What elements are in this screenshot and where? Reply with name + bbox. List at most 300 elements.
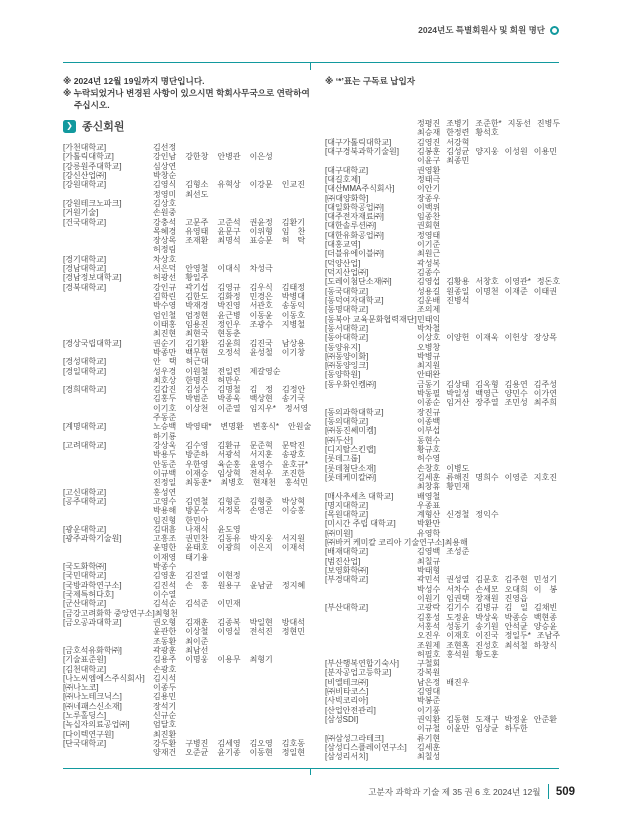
member-name: 윤관한 (153, 627, 177, 637)
member-row (325, 203, 575, 212)
member-name: 문탁진 (281, 441, 305, 450)
member-row (325, 575, 575, 584)
member-names (417, 696, 440, 705)
member-name: 조민성 (504, 398, 528, 408)
member-name: 송기원 (475, 621, 499, 631)
member-name: 이상호 (417, 333, 441, 343)
member-names (417, 426, 440, 435)
member-name: 진정일 (153, 478, 177, 488)
member-name: 손 홍 (185, 580, 209, 590)
member-name: 전일련 (217, 366, 241, 376)
member-name: 이부섭 (417, 426, 441, 436)
member-names (153, 264, 273, 273)
member-name: 최칠성 (417, 752, 441, 762)
member-row (63, 655, 315, 664)
member-row (325, 184, 575, 193)
org-label: [대구경북과학기술원] (325, 146, 399, 156)
member-row (325, 119, 575, 128)
org-label: [김천대학교] (63, 664, 107, 674)
member-name: 김영규 (217, 282, 241, 292)
org-label: [㈜네패스신소재] (63, 701, 122, 711)
member-name: 원종일 (446, 286, 470, 296)
member-name: 최승재 (417, 128, 441, 138)
member-names (153, 404, 308, 413)
member-name: 이윤만 (446, 724, 470, 734)
member-name: 안태완 (417, 370, 441, 380)
member-name: 배진우 (446, 677, 470, 687)
org-label: [㈜미원] (325, 528, 353, 538)
member-names (153, 292, 305, 301)
member-name: 권오형 (153, 617, 177, 627)
member-name: 강한창 (185, 152, 209, 162)
member-names (153, 180, 305, 189)
member-name: 권윤정 (249, 217, 273, 227)
member-names (417, 752, 440, 761)
member-names (153, 218, 305, 227)
member-name: 김홍성 (417, 612, 441, 622)
org-label: [롯데첨단소재] (325, 463, 376, 473)
member-name: 김갑진 (153, 385, 177, 395)
member-row (63, 730, 315, 739)
member-row (63, 525, 315, 534)
member-name: 허근대 (185, 357, 209, 367)
org-label: [㈜동양이화] (325, 351, 369, 361)
member-name: 이재호 (446, 631, 470, 641)
member-name: 조성준 (446, 547, 470, 557)
member-row (325, 221, 575, 230)
member-name: 이기준 (417, 240, 441, 250)
member-name: 오정석 (217, 347, 241, 357)
member-name: 박환만 (417, 519, 441, 529)
member-names (417, 557, 440, 566)
member-name: 김선정 (153, 143, 177, 152)
member-row (63, 208, 315, 217)
org-label: [범진산업] (325, 556, 361, 566)
member-name: 박상욱 (475, 612, 499, 622)
org-label: [대홍교역] (325, 240, 361, 250)
member-names (417, 352, 440, 361)
org-label: [대한유화공업㈜] (325, 230, 384, 240)
member-names (417, 343, 440, 352)
member-name: 안병관 (217, 152, 241, 162)
member-name: 이기호 (153, 403, 177, 413)
member-name: 이태권 (533, 286, 557, 296)
member-name: 박재경 (185, 301, 209, 311)
member-name: 손원중 (153, 208, 177, 218)
member-names (417, 613, 557, 622)
member-name: 김옥형 (475, 379, 499, 389)
member-name: 현동춘 (217, 329, 241, 339)
member-name: 최종민 (446, 156, 470, 166)
member-name: 차성극 (249, 264, 273, 274)
member-name: 류해진 (446, 472, 470, 482)
org-label: [경북대학교] (63, 282, 107, 292)
member-names (153, 199, 176, 208)
member-name: 이상천 (185, 403, 209, 413)
org-label: [경일대학교] (63, 366, 107, 376)
member-name: 안영철 (185, 264, 209, 274)
org-label: [국제특허다호] (63, 590, 114, 599)
member-row (63, 339, 315, 348)
member-name: 양재건 (153, 748, 177, 758)
org-label: [동양학원] (325, 370, 361, 380)
section-header (63, 118, 125, 134)
member-name: 성용길 (417, 286, 441, 296)
member-name: 임권택 (446, 593, 470, 603)
member-row (63, 292, 315, 301)
member-name: 이태홍 (153, 319, 177, 329)
member-name: 박범준 (185, 394, 209, 404)
org-label: [경기대학교] (63, 254, 107, 264)
member-name: 이준열 (217, 403, 241, 413)
member-name: 임용진 (185, 319, 209, 329)
member-names (417, 668, 440, 677)
org-label: [군산대학교] (63, 599, 107, 609)
org-label: [강신산업㈜] (63, 170, 107, 180)
member-name: 허정림 (153, 245, 177, 255)
member-name: 이은지 (249, 543, 273, 553)
member-name: 김용연 (504, 379, 528, 389)
member-name: 배영철 (417, 491, 441, 501)
member-name: 제갈영순 (249, 366, 281, 376)
member-name: 장상목 (153, 236, 177, 246)
member-names (153, 367, 280, 376)
member-row (63, 488, 315, 497)
member-row (63, 348, 315, 357)
member-name: 이원철 (185, 366, 209, 376)
member-row (325, 268, 575, 277)
org-label: [배재대학교] (325, 547, 369, 557)
member-row (63, 562, 315, 571)
org-label: [분자공업고등학교] (325, 668, 392, 678)
member-name: 강상욱 (153, 441, 177, 450)
member-name: 황석호 (475, 128, 499, 138)
member-name: 김 일 (504, 603, 529, 613)
member-row (63, 516, 315, 525)
member-name: 육순홍 (217, 459, 241, 469)
member-name: 김진열 (185, 571, 209, 581)
member-name: 윤호규* (281, 459, 309, 469)
member-name: 최석철 (504, 640, 528, 650)
member-name: 최칠규 (417, 556, 441, 566)
member-name: 이영실 (217, 627, 241, 637)
member-name: 박일성 (446, 389, 470, 399)
member-names (417, 547, 469, 556)
member-name: 김형소 (185, 180, 209, 190)
member-names (153, 739, 305, 748)
member-name: 최진환 (153, 729, 177, 739)
member-name: 진병두 (536, 119, 561, 128)
member-name: 고흥조 (153, 534, 177, 544)
member-name: 김학린 (153, 292, 177, 301)
member-name: 강인규 (153, 282, 177, 292)
member-names (153, 422, 311, 431)
member-name: 김운배 (417, 295, 441, 305)
member-row (63, 478, 315, 487)
org-label: [국도화학㈜] (63, 562, 107, 572)
member-name: 김형중 (249, 496, 273, 506)
member-row (325, 519, 575, 528)
member-row (325, 687, 575, 696)
member-name: 조재환 (185, 236, 209, 246)
member-names (417, 156, 469, 165)
member-row (325, 128, 575, 137)
member-name: 서차수 (446, 584, 470, 594)
member-name: 서홍석 (417, 621, 441, 631)
member-row (325, 724, 575, 733)
member-row (325, 240, 575, 249)
chevron-right-icon: ❯ (63, 120, 76, 133)
member-row (325, 482, 575, 491)
member-name: 김기수 (446, 603, 470, 613)
member-name: 장상목 (533, 333, 557, 343)
member-name: 금동기 (417, 379, 441, 389)
org-label: [경남대학교] (63, 264, 107, 274)
member-name: 전석진 (249, 627, 273, 637)
member-name: 황도훈 (475, 649, 499, 659)
member-row (325, 752, 575, 761)
member-name: 원용구 (217, 580, 241, 590)
member-name: 권영환 (417, 165, 441, 175)
member-name: 백무현 (185, 347, 209, 357)
member-name: 김성수 (185, 385, 209, 395)
member-name: 최명석 (217, 236, 241, 246)
member-row (325, 464, 575, 473)
member-names (153, 478, 308, 487)
member-name: 인교진 (281, 180, 305, 190)
member-names (153, 711, 176, 720)
member-row (63, 637, 315, 646)
org-label: [가천대학교] (63, 143, 107, 152)
member-names (153, 208, 176, 217)
member-name: 남은정 (417, 677, 441, 687)
member-name: 이용무 (217, 655, 241, 665)
org-label: [롯데그룹] (325, 454, 361, 464)
org-label: [금호석유화학㈜] (63, 645, 122, 655)
member-name: 김우식 (249, 282, 273, 292)
member-name: 엄인철 (153, 310, 177, 320)
member-name: 임진형 (153, 515, 177, 525)
member-names (417, 687, 440, 696)
member-name: 서창호 (475, 277, 499, 287)
member-name: 정태극 (417, 174, 441, 184)
org-label: [명지대학교] (325, 500, 369, 510)
member-row (325, 529, 575, 538)
member-name: 김용주 (153, 655, 177, 665)
member-name: 곽기섭 (185, 282, 209, 292)
member-row (325, 585, 575, 594)
member-name: 김화정 (217, 292, 241, 301)
member-row (63, 432, 315, 441)
member-name: 이광희 (217, 543, 241, 553)
member-names (417, 315, 440, 324)
member-name: 신규순 (153, 711, 177, 721)
member-row (325, 538, 575, 547)
member-name: 박일현 (249, 617, 273, 627)
member-name: 정지혜 (282, 580, 306, 590)
member-row (325, 249, 575, 258)
member-name: 동현수 (417, 435, 441, 445)
org-label: [비엘테크㈜] (325, 677, 369, 687)
member-name: 이윤구 (417, 156, 441, 166)
section-title: 종신회원 (82, 121, 125, 133)
member-names (417, 296, 469, 305)
member-name: 김주현 (504, 575, 528, 585)
member-name: 이규백 (153, 468, 177, 478)
member-name: 김연철 (185, 496, 209, 506)
member-name: 한명진 (185, 375, 209, 385)
member-name: 김영섭 (417, 277, 441, 287)
member-names (153, 394, 305, 403)
running-head-title: 2024년도 특별회원사 및 회원 명단 (418, 25, 545, 35)
member-row (325, 352, 575, 361)
member-row (325, 343, 575, 352)
org-label: [동아대학교] (325, 333, 369, 343)
member-name: 진병석 (446, 295, 470, 305)
member-row (63, 152, 315, 161)
member-names (153, 488, 176, 497)
member-name: 최형천 (154, 608, 178, 618)
org-label: [보영화학㈜] (325, 566, 369, 575)
member-row (325, 175, 575, 184)
member-row (325, 641, 575, 650)
member-names (417, 529, 440, 538)
member-name: 김기환 (185, 338, 209, 348)
member-name: 김환기 (281, 217, 305, 227)
member-name: 안원술 (288, 422, 312, 432)
member-name: 권순기 (153, 338, 177, 348)
org-label: [덕양산업] (325, 258, 361, 268)
member-name: 나재식 (185, 524, 209, 534)
member-name: 임거산 (446, 398, 470, 408)
member-row (325, 333, 575, 342)
member-names (153, 255, 176, 264)
member-names (417, 408, 440, 417)
member-name: 곽광훈 (153, 645, 177, 655)
member-names (153, 665, 176, 674)
member-names (153, 692, 176, 701)
member-names (153, 152, 273, 161)
member-row (325, 622, 575, 631)
member-name: 서정목 (217, 506, 241, 516)
member-names (417, 715, 557, 724)
org-label: [㈜삼성그라테크] (325, 733, 384, 743)
member-row (325, 650, 575, 659)
member-name: 이재영 (153, 552, 177, 562)
org-label: [거원기술] (63, 208, 99, 218)
member-names (153, 674, 176, 683)
member-name: 김동현 (446, 715, 470, 724)
member-names (153, 748, 305, 757)
member-name: 이영관* (504, 277, 531, 287)
member-name: 유영태 (185, 226, 209, 236)
org-label: [대일화학공업㈜] (325, 202, 384, 212)
member-name: 최현국 (185, 329, 209, 339)
member-row (63, 692, 315, 701)
org-label: [기술표준원] (63, 655, 107, 665)
member-name: 홍석민 (284, 478, 309, 488)
member-name: 윤기종 (217, 748, 241, 758)
member-name: 최창휴 (417, 482, 441, 492)
member-name: 박병대 (281, 292, 305, 301)
member-row (63, 627, 315, 636)
bottom-column-divider-tick (310, 768, 311, 775)
member-names (417, 203, 440, 212)
member-name: 김종복 (217, 617, 241, 627)
member-row (63, 273, 315, 282)
member-names (153, 376, 241, 385)
member-row (325, 492, 575, 501)
member-name: 지동선 (507, 119, 531, 128)
member-row (325, 594, 575, 603)
member-name: 황민재 (446, 482, 470, 492)
member-row (63, 720, 315, 729)
member-names (153, 441, 305, 450)
member-name: 김봉훈 (417, 146, 441, 156)
member-row (325, 445, 575, 454)
member-names (417, 370, 440, 379)
member-name: 서관호 (249, 301, 273, 311)
member-name: 변명환 (220, 422, 244, 432)
member-name: 박성수 (417, 584, 441, 594)
member-name: 김종수 (417, 268, 441, 277)
member-name: 김상호 (153, 198, 177, 208)
member-row (325, 398, 575, 407)
org-label: [사빅코리아] (325, 696, 369, 706)
member-name: 임상혁 (217, 468, 241, 478)
member-name: 이안기 (417, 184, 441, 194)
member-names (417, 594, 528, 603)
member-row (325, 715, 575, 724)
org-label: [동덕여자대학교] (325, 295, 384, 305)
member-name: 이동현 (249, 748, 273, 758)
member-name: 박종승 (504, 612, 528, 622)
member-names (153, 432, 176, 441)
member-names (417, 333, 557, 342)
member-name: 주동준 (153, 413, 177, 423)
member-name: 고광락 (417, 603, 441, 613)
member-name: 신경철 (446, 510, 470, 520)
member-name: 이원기 (417, 593, 441, 603)
member-name: 우종표 (417, 500, 441, 510)
member-names (153, 637, 208, 646)
member-name: 이 봉 (533, 584, 558, 594)
member-name: 권성열 (446, 575, 470, 585)
member-names (417, 119, 560, 128)
org-label: [부산행복연합기숙사] (325, 659, 399, 669)
member-name: 정인우 (217, 319, 241, 329)
member-names (417, 417, 440, 426)
member-name: 고영수 (153, 496, 177, 506)
org-label: [계명대학교] (63, 422, 107, 432)
member-name: 남상용 (281, 338, 305, 348)
member-names (417, 184, 440, 193)
member-name: 한정련 (446, 128, 470, 138)
member-names (153, 506, 305, 515)
member-name: 최호상 (153, 375, 177, 385)
member-name: 이재욱 (475, 333, 499, 343)
org-label: [동서대학교] (325, 323, 369, 333)
member-name: 송동익 (281, 301, 305, 311)
member-names (417, 631, 560, 640)
member-name: 김용민 (153, 692, 177, 702)
note-line: 주십시오. (74, 100, 110, 111)
org-label: [건국대학교] (63, 217, 107, 227)
member-row (63, 190, 315, 199)
member-name: 현재천 (252, 478, 276, 488)
member-row (325, 417, 575, 426)
member-name: 박동필 (417, 389, 441, 399)
